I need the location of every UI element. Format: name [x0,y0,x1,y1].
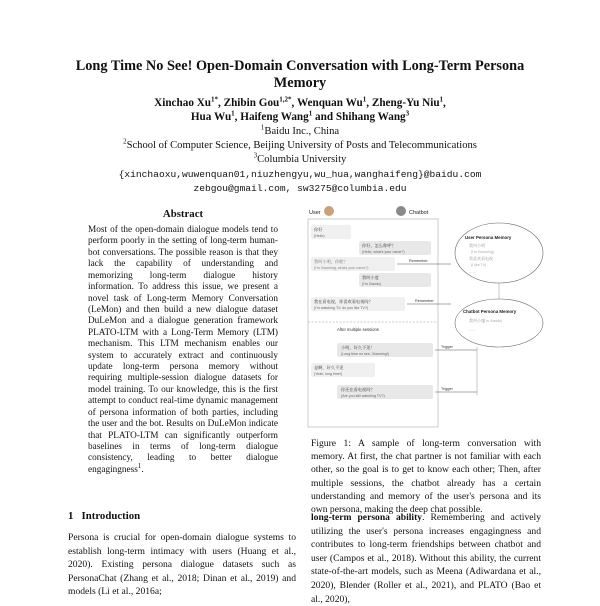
footnote-mark: 1 [137,461,142,470]
author: Zheng-Yu Niu [371,97,440,109]
message-en: (I'm watching TV, do you like TV?) [314,306,369,310]
author: Wenquan Wu [296,97,363,109]
memory-item: 我喜欢看电视 [469,256,493,261]
author-list: Xinchao $Xu^{1*}$, Zhibin Gou$^{1,2*}$, Wenquan Wu$^1$, Zheng-Yu Niu$^1$, Hua Wu$^1$, Haifeng Wang$^1$ and Shihang Wang$^3$ [154,95,446,123]
memory-item: ...... [469,327,476,332]
message-zh: 我叫小明，你呢？ [314,259,348,264]
message-zh: 你好 [314,227,323,232]
user-memory-title: User Persona Memory [465,235,512,240]
message-zh: 我叫小度 [362,275,379,280]
body-text-right: long-term persona ability. Remembering and actively utilizing the user's persona increases engagingness and contributes to long-term friendships between chatbot and user (Campos et al., 2018). Without this ability, the current state-of-the-art models, such as Meena (Adiwardana et al., 2020), Blender (Roller et al., 2021), and PLATO (Bao et al., 2020), [311,512,541,605]
message-zh: 你好，怎么称呼？ [362,243,396,248]
affiliation: $^2$School of Computer Science, Beijing University of Posts and Telecommunications [123,137,477,151]
memory-item: ...... [469,269,476,274]
message-en: (Hello, what's your name?) [362,250,405,254]
trigger-label: Trigger [441,387,453,391]
message-en: (Yeah, long time!) [314,372,343,376]
trigger-label: Trigger [441,345,453,349]
memory-item: 我叫小度 [469,318,485,323]
author: Xinchao Xu [154,97,212,109]
memory-item: 我叫小明 [469,243,485,248]
chatbot-avatar-icon [396,206,406,216]
email-line: zebgou@gmail.com, sw3275@columbia.edu [193,183,407,194]
intro-heading: 1 Introduction [68,510,141,522]
message-en: (I'm Xiaodu) [362,282,382,286]
intro-text: Persona is crucial for open-domain dialogue systems to establish long-term intimacy with users (Huang et al., 2020). Existing persona dialogue datasets such as PersonaChat (Zhang et al., 2018; Dinan et al., 2019) and models (Li et al., 2016a; [68,532,296,598]
author: Shihang Wang [335,111,406,123]
chatbot-label: Chatbot [409,210,429,216]
message-en: (Long time no see, Xiaoming!) [341,352,389,356]
memory-item: (I'm Xiaoming) [471,250,495,254]
abstract-heading: Abstract [162,208,204,220]
user-label: User [309,210,321,216]
message-en: (Are you still watching TV?) [341,394,385,398]
message-zh: 小明，好久不见！ [341,345,375,350]
affiliation: $^1$Baidu Inc., China [260,123,340,137]
message-en: (Hello) [314,234,325,238]
memory-item: (I'm Xiaodu) [483,319,503,323]
abstract-text: Most of the open-domain dialogue models tend to perform poorly in the setting of long-term human-bot conversations. The possible reason is that they lack the capability of understanding and memorizing long-term dialogue history information. To address this issue, we present a novel task of Long-term Memory Conversation (LeMon) and then build a new dialogue dataset DuLeMon and a dialogue generation framework PLATO-LTM with a Long-Term Memory (LTM) mechanism. This LTM mechanism enables our system to accurately extract and continuously update long-term persona memory without requiring multiple-session dialogue datasets for model training. To our knowledge, this is the first attempt to conduct real-time dynamic management of persona information of both parties, including the user and the bot. Results on DuLeMon indicate that PLATO-LTM can significantly outperform baselines in terms of long-term dialogue consistency, leading to better dialogue engagingness$^1$. [88,225,278,475]
figure-caption: Figure 1: A sample of long-term conversation with memory. At first, the chat partner is not familiar with each other, so the goal is to get to know each other; Then, after multiple sessions, the chatbot already has a certain understanding and memory of the user's persona and its own persona, making the deep chat possible. [311,438,541,516]
remember-label: Remember [415,299,434,303]
message-zh: 是啊，好久不见 [314,365,344,370]
author: Hua Wu [190,111,232,123]
author: Zhibin Gou [223,97,280,109]
figure-1 [307,205,547,431]
after-sessions-label: After multiple sessions [337,327,379,332]
chatbot-memory-title: Chatbot Persona Memory [463,309,517,314]
chatbot-memory-cloud [455,299,543,347]
author: Haifeng Wang [240,111,309,123]
affiliation: $^3$Columbia University [253,151,347,165]
message-en: (I'm Xiaoming, whats your name?) [314,266,369,270]
message-zh: 我在看电视，你喜欢看电视吗？ [314,299,373,304]
user-memory-cloud [455,223,543,283]
paper-title: Long Time No See! Open-Domain Conversation with Long-Term Persona Memory [75,58,525,91]
memory-item: (I like TV) [471,263,487,267]
remember-label: Remember [409,259,428,263]
email-line: {xinchaoxu,wuwenquan01,niuzhengyu,wu_hua,wanghaifeng}@baidu.com [118,169,482,180]
user-avatar-icon [324,206,334,216]
message-zh: 你还在看电视吗？ [341,387,375,392]
